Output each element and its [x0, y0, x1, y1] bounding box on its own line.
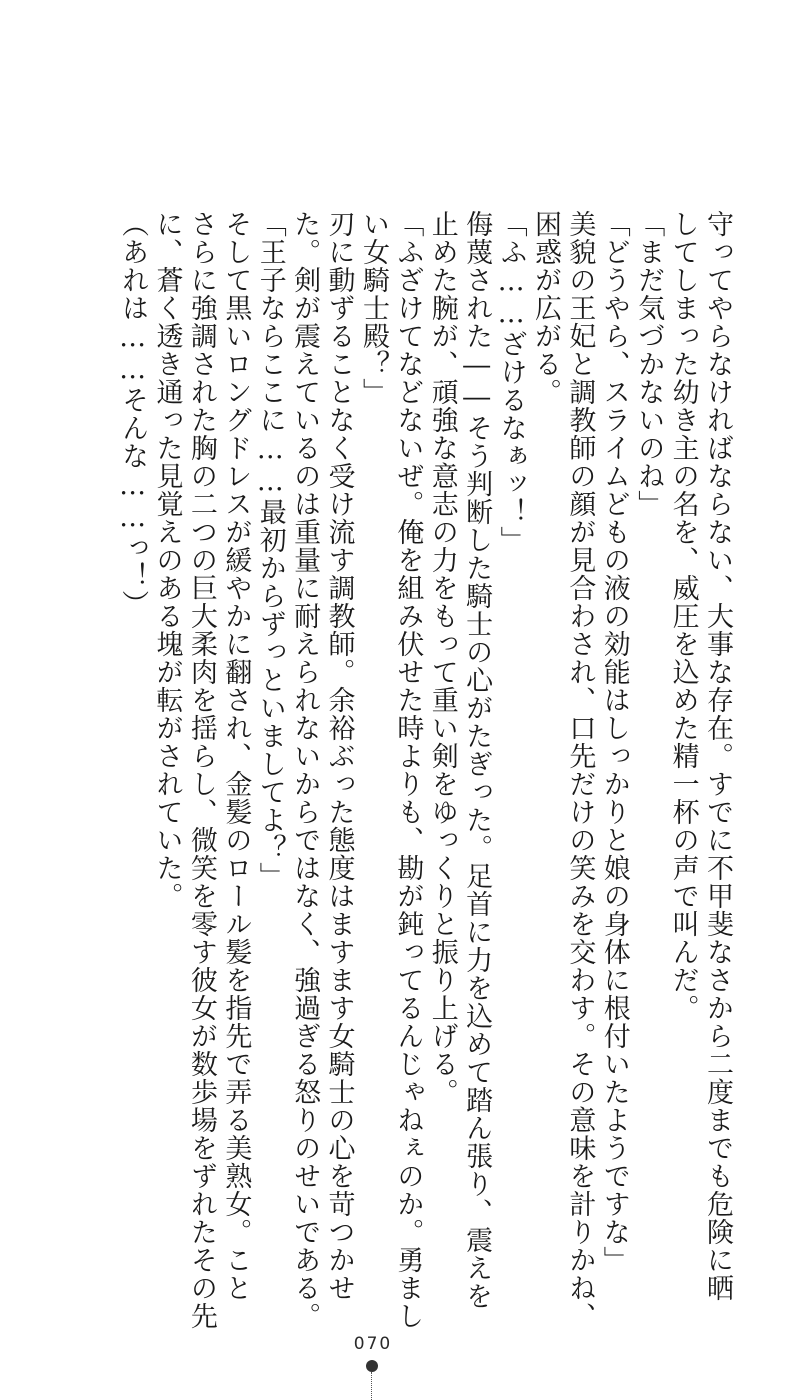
- text-line: 「王子ならここに……最初からずっといましてよ？」: [254, 210, 286, 890]
- page-marker-dot: [366, 1360, 378, 1372]
- text-line: 美貌の王妃と調教師の顔が見合わされ、口先だけの笑みを交わす。その意味を計りかね、: [564, 210, 596, 1330]
- text-line: （あれは……そんな……っ！）: [117, 210, 149, 618]
- text-line: 「ふざけてなどないぜ。俺を組み伏せた時よりも、勘が鈍ってるんじゃねぇのか。勇まし: [392, 210, 424, 1330]
- text-line: 「まだ気づかないのね」: [633, 210, 665, 518]
- page-marker-line: [371, 1372, 372, 1400]
- text-line: 困惑が広がる。: [529, 210, 561, 406]
- text-line: い女騎士殿？」: [357, 210, 389, 406]
- text-line: さらに強調された胸の二つの巨大柔肉を揺らし、微笑を零す彼女が数歩場をずれたその先: [185, 210, 217, 1330]
- text-line: 「ふ……ざけるなぁッ！」: [495, 210, 527, 554]
- text-line: 止めた腕が、頑強な意志の力をもって重い剣をゆっくりと振り上げる。: [426, 210, 458, 1106]
- text-line: 「どうやら、スライムどもの液の効能はしっかりと娘の身体に根付いたようですな」: [598, 210, 630, 1274]
- text-line: してしまった幼き主の名を、威圧を込めた精一杯の声で叫んだ。: [667, 210, 699, 1022]
- text-line: 侮蔑された――そう判断した騎士の心がたぎった。足首に力を込めて踏ん張り、震えを: [461, 210, 493, 1310]
- text-line: そして黒いロングドレスが緩やかに翻され、金髪のロール髪を指先で弄る美熟女。こと: [220, 210, 252, 1302]
- page-number: 070: [353, 1334, 393, 1354]
- text-line: 刃に動ずることなく受け流す調教師。余裕ぶった態度はますます女騎士の心を苛つかせ: [323, 210, 355, 1302]
- vertical-text-body: [115, 210, 734, 1330]
- text-line: に、蒼く透き通った見覚えのある塊が転がされていた。: [151, 210, 183, 910]
- text-line: 守ってやらなければならない、大事な存在。すでに不甲斐なさから二度までも危険に晒: [702, 210, 733, 1302]
- text-line: た。剣が震えているのは重量に耐えられないからではなく、強過ぎる怒りのせいである。: [289, 210, 321, 1330]
